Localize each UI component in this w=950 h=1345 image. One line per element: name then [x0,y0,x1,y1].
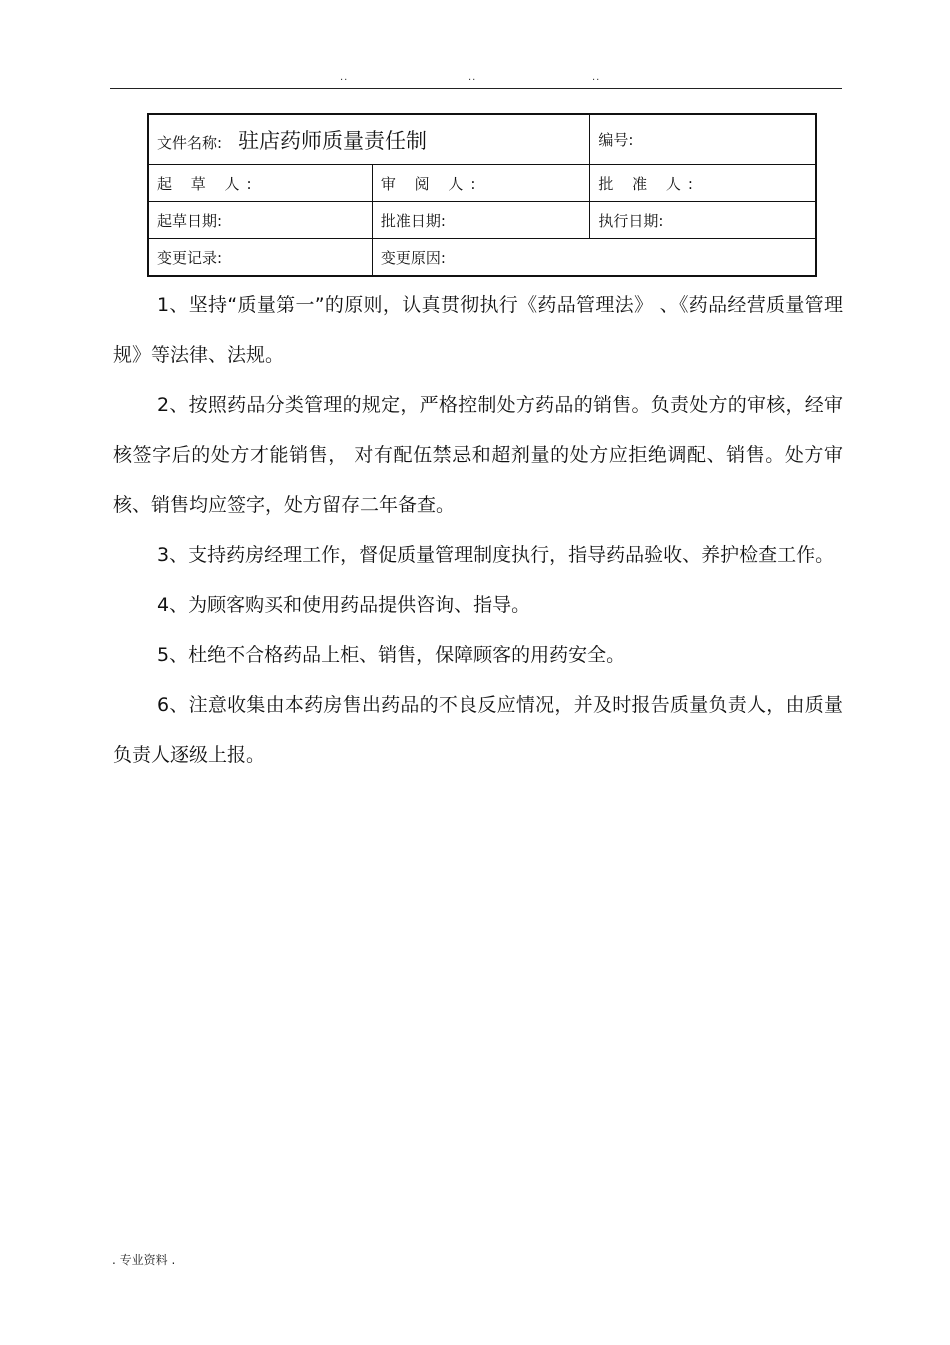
approver-label: 批 准 人: [598,174,700,193]
paragraph-5: 5、杜绝不合格药品上柜、销售，保障顾客的用药安全。 [157,644,626,666]
effective-date-cell [590,202,816,239]
info-row-title [148,114,816,165]
effective-date-label: 执行日期: [598,211,664,230]
drafter-cell [148,165,372,202]
approval-date-label: 批准日期: [380,211,446,230]
change-reason-cell [372,239,816,277]
change-record-label: 变更记录: [157,248,223,267]
draft-date-label: 起草日期: [157,211,223,230]
reviewer-label: 审 阅 人: [380,174,483,193]
footer-text: . 专业资料 . [112,1253,176,1267]
number-cell [590,114,816,165]
reviewer-cell [372,165,589,202]
paragraph-4: 4、为顾客购买和使用药品提供咨询、指导。 [157,594,531,616]
info-row-people [148,165,816,202]
header-rule [110,88,842,89]
header-dots-1: .. [340,72,349,83]
paragraph-3: 3、支持药房经理工作，督促质量管理制度执行，指导药品验收、养护检查工作。 [157,544,835,566]
approval-date-cell [372,202,589,239]
file-name-label: 文件名称: [157,133,223,152]
file-name-cell [148,114,590,165]
header-dots-3: .. [592,72,601,83]
approver-cell [590,165,816,202]
paragraph-6: 6、注意收集由本药房售出药品的不良反应情况，并及时报告质量负责人，由质量负责人逐级上报。 [113,694,843,766]
change-record-cell [148,239,372,277]
document-info-table [147,113,817,277]
body-text [113,280,843,780]
change-reason-label: 变更原因: [380,248,446,267]
info-row-dates [148,202,816,239]
number-label: 编号: [598,131,634,149]
info-row-changes [148,239,816,277]
paragraph-2: 2、按照药品分类管理的规定，严格控制处方药品的销售。负责处方的审核，经审核签字后的处方才能销售， 对有配伍禁忌和超剂量的处方应拒绝调配、销售。处方审核、销售均应签字，处方留存二年备查。 [113,394,843,516]
draft-date-cell [148,202,372,239]
paragraph-1: 1、坚持“质量第一”的原则，认真贯彻执行《药品管理法》 、《药品经营质量管理规》等法律、法规。 [113,294,843,366]
drafter-label: 起 草 人: [157,174,259,193]
header-dots-2: .. [468,72,477,83]
document-title: 驻店药师质量责任制 [238,128,428,153]
